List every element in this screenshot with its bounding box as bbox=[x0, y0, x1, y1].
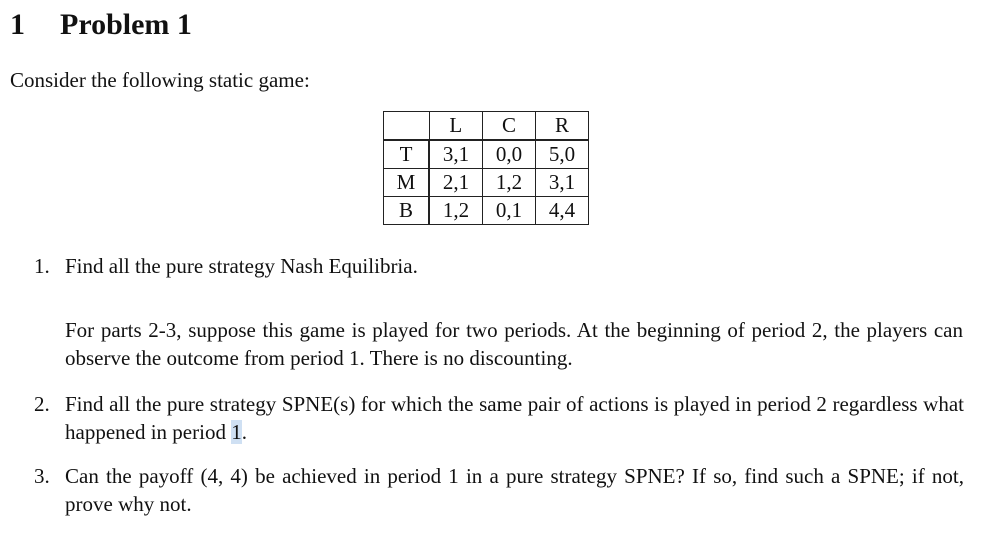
intro-text: Consider the following static game: bbox=[10, 68, 310, 92]
item-marker: 2. bbox=[34, 392, 50, 416]
payoff-cell: 3,1 bbox=[429, 140, 483, 169]
payoff-cell: 2,1 bbox=[429, 169, 483, 197]
row-header-b: B bbox=[384, 197, 430, 225]
question-item-3 bbox=[34, 462, 964, 518]
row-header-m: M bbox=[384, 169, 430, 197]
payoff-cell: 0,0 bbox=[483, 140, 536, 169]
parts-note: For parts 2-3, suppose this game is played for two periods. At the beginning of period 2, the players can observe the outcome from period 1. There is no discounting. bbox=[65, 318, 963, 370]
column-header-c: C bbox=[483, 112, 536, 141]
item-marker: 1. bbox=[34, 254, 50, 278]
row-header-t: T bbox=[384, 140, 430, 169]
payoff-matrix bbox=[383, 111, 589, 225]
payoff-row-m bbox=[384, 169, 589, 197]
column-header-r: R bbox=[536, 112, 589, 141]
column-header-l: L bbox=[429, 112, 483, 141]
question-item-1 bbox=[34, 252, 964, 280]
payoff-cell: 3,1 bbox=[536, 169, 589, 197]
payoff-row-t bbox=[384, 140, 589, 169]
payoff-row-b bbox=[384, 197, 589, 225]
item-text-part: Find all the pure strategy SPNE(s) for which the same pair of actions is played in period 2 regardless what happened in period bbox=[65, 392, 964, 444]
question-item-2 bbox=[34, 390, 964, 446]
highlighted-text: 1 bbox=[231, 420, 242, 444]
section-heading bbox=[10, 8, 192, 42]
payoff-cell: 0,1 bbox=[483, 197, 536, 225]
item-text: Can the payoff (4, 4) be achieved in period 1 in a pure strategy SPNE? If so, find such a SPNE; if not, prove why not. bbox=[65, 464, 964, 516]
section-title: Problem 1 bbox=[60, 8, 192, 41]
payoff-cell: 4,4 bbox=[536, 197, 589, 225]
payoff-corner-cell bbox=[384, 112, 430, 141]
item-marker: 3. bbox=[34, 464, 50, 488]
payoff-header-row bbox=[384, 112, 589, 141]
item-text bbox=[65, 390, 964, 446]
section-number: 1 bbox=[10, 8, 25, 41]
payoff-cell: 1,2 bbox=[429, 197, 483, 225]
item-text: Find all the pure strategy Nash Equilibria. bbox=[65, 254, 418, 278]
item-text-part: . bbox=[241, 420, 247, 444]
payoff-cell: 5,0 bbox=[536, 140, 589, 169]
payoff-cell: 1,2 bbox=[483, 169, 536, 197]
